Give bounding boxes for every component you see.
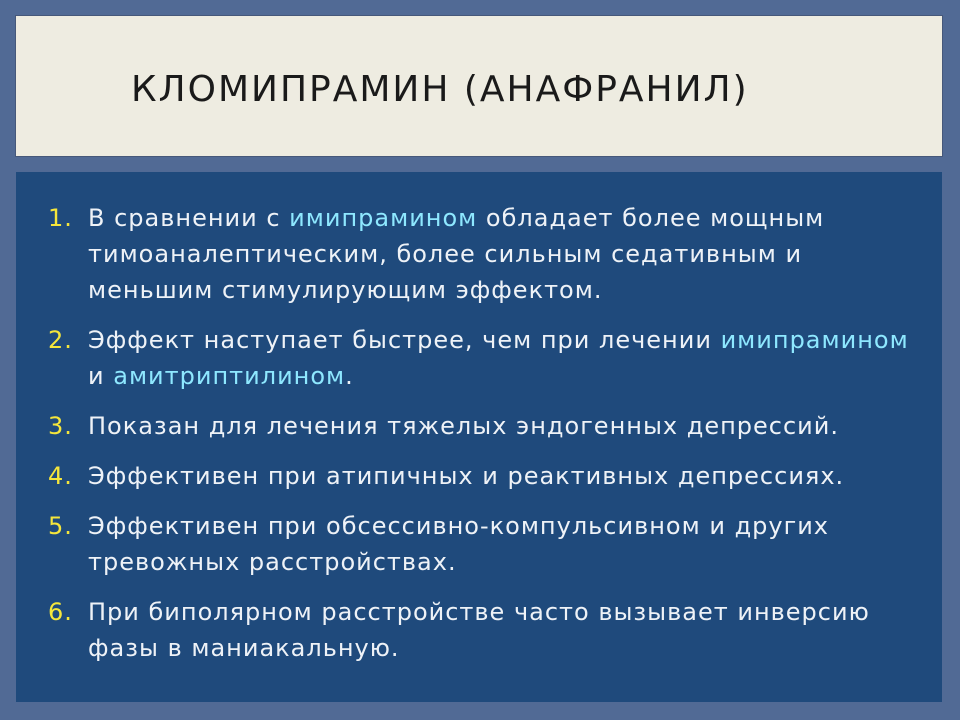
- list-item-text: [88, 200, 928, 308]
- text-segment: обладает более мощным тимоаналептическим, более сильным седативным и меньшим стимулирующим эффектом.: [88, 204, 825, 304]
- list-number: 2.: [48, 326, 73, 354]
- list-number: 3.: [48, 412, 73, 440]
- list-item-2: [48, 322, 928, 394]
- highlighted-term: имипрамином: [289, 204, 478, 232]
- list-item-5: [48, 508, 928, 580]
- list-number: 1.: [48, 204, 73, 232]
- list-number: 5.: [48, 512, 73, 540]
- highlighted-term: имипрамином: [720, 326, 909, 354]
- slide-title: КЛОМИПРАМИН (АНАФРАНИЛ): [131, 69, 749, 110]
- list-item-text: Показан для лечения тяжелых эндогенных депрессий.: [88, 412, 839, 440]
- list-item-text: Эффективен при обсессивно-компульсивном и других тревожных расстройствах.: [88, 512, 830, 576]
- list-number: 6.: [48, 598, 73, 626]
- text-segment: Эффект наступает быстрее, чем при лечении: [88, 326, 721, 354]
- text-segment: и: [88, 362, 114, 390]
- list-number: 4.: [48, 462, 73, 490]
- list-item-3: [48, 408, 928, 444]
- list-item-text: При биполярном расстройстве часто вызывает инверсию фазы в маниакальную.: [88, 598, 870, 662]
- list-item-4: [48, 458, 928, 494]
- list-item-1: [48, 200, 928, 308]
- highlighted-term: амитриптилином: [113, 362, 346, 390]
- list-item-text: Эффективен при атипичных и реактивных депрессиях.: [88, 462, 845, 490]
- list-item-6: [48, 594, 928, 666]
- text-segment: В сравнении с: [88, 204, 290, 232]
- text-segment: .: [345, 362, 354, 390]
- list-item-text: [88, 322, 928, 394]
- numbered-list: [48, 200, 928, 680]
